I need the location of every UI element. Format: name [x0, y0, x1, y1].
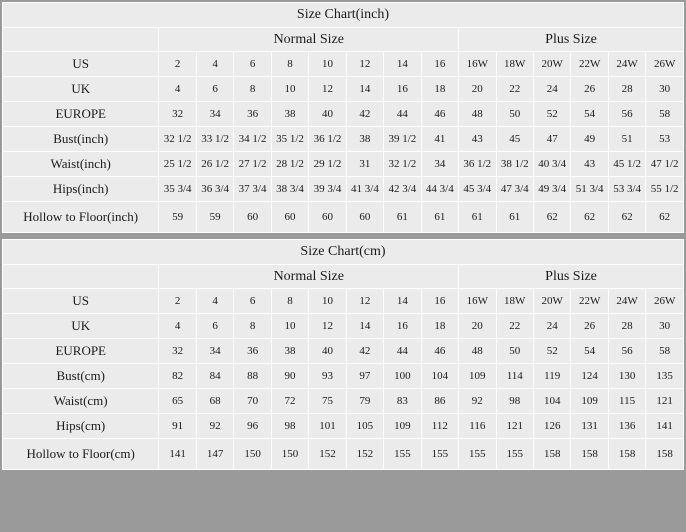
row-label: US — [3, 289, 159, 314]
cell: 56 — [608, 339, 645, 364]
cell: 30 — [646, 314, 684, 339]
cell: 48 — [459, 339, 496, 364]
cell: 109 — [459, 364, 496, 389]
cell: 8 — [271, 289, 308, 314]
cell: 136 — [608, 414, 645, 439]
cell: 45 1/2 — [608, 152, 645, 177]
cell: 38 1/2 — [496, 152, 533, 177]
cell: 109 — [571, 389, 608, 414]
table-row — [3, 414, 684, 439]
cell: 53 — [646, 127, 684, 152]
cell: 112 — [421, 414, 458, 439]
cell: 100 — [384, 364, 421, 389]
cell: 2 — [159, 52, 196, 77]
cell: 38 — [271, 339, 308, 364]
cell: 2 — [159, 289, 196, 314]
table-row — [3, 177, 684, 202]
cell: 52 — [533, 339, 570, 364]
table-group-row — [3, 265, 684, 289]
table-group-row — [3, 28, 684, 52]
cell: 34 — [421, 152, 458, 177]
cell: 18 — [421, 77, 458, 102]
cell: 37 3/4 — [234, 177, 271, 202]
cell: 46 — [421, 102, 458, 127]
cell: 44 — [384, 339, 421, 364]
cell: 155 — [496, 439, 533, 470]
cell: 8 — [234, 314, 271, 339]
cell: 86 — [421, 389, 458, 414]
cell: 53 3/4 — [608, 177, 645, 202]
table-row — [3, 52, 684, 77]
cell: 6 — [234, 52, 271, 77]
row-label: Hips(cm) — [3, 414, 159, 439]
cell: 88 — [234, 364, 271, 389]
cell: 31 — [346, 152, 383, 177]
group-header-normal: Normal Size — [159, 28, 459, 52]
cell: 60 — [271, 202, 308, 233]
size-chart-cm — [2, 239, 684, 470]
group-header-plus: Plus Size — [459, 28, 684, 52]
cell: 20W — [533, 52, 570, 77]
cell: 40 — [309, 102, 346, 127]
cell: 56 — [608, 102, 645, 127]
table-title-row — [3, 3, 684, 28]
cell: 16 — [384, 314, 421, 339]
cell: 48 — [459, 102, 496, 127]
cell: 51 — [608, 127, 645, 152]
cell: 59 — [159, 202, 196, 233]
cell: 155 — [421, 439, 458, 470]
cell: 62 — [533, 202, 570, 233]
cell: 61 — [496, 202, 533, 233]
cell: 152 — [309, 439, 346, 470]
cell: 84 — [196, 364, 233, 389]
cell: 70 — [234, 389, 271, 414]
cell: 135 — [646, 364, 684, 389]
cell: 14 — [384, 289, 421, 314]
cell: 47 1/2 — [646, 152, 684, 177]
cell: 10 — [271, 314, 308, 339]
cell: 82 — [159, 364, 196, 389]
cell: 4 — [196, 52, 233, 77]
cell: 24 — [533, 314, 570, 339]
cell: 45 — [496, 127, 533, 152]
cell: 26W — [646, 52, 684, 77]
cell: 32 1/2 — [384, 152, 421, 177]
cell: 10 — [309, 52, 346, 77]
cell: 152 — [346, 439, 383, 470]
cell: 28 — [608, 77, 645, 102]
cell: 51 3/4 — [571, 177, 608, 202]
cell: 36 3/4 — [196, 177, 233, 202]
cell: 155 — [384, 439, 421, 470]
cell: 54 — [571, 339, 608, 364]
cell: 55 1/2 — [646, 177, 684, 202]
table-row — [3, 289, 684, 314]
table-row — [3, 152, 684, 177]
cell: 158 — [571, 439, 608, 470]
cell: 34 — [196, 102, 233, 127]
row-label: Hips(inch) — [3, 177, 159, 202]
cell: 28 — [608, 314, 645, 339]
cell: 36 — [234, 339, 271, 364]
cell: 34 — [196, 339, 233, 364]
cell: 24W — [608, 289, 645, 314]
row-label: UK — [3, 77, 159, 102]
cell: 116 — [459, 414, 496, 439]
cell: 22W — [571, 52, 608, 77]
cell: 58 — [646, 339, 684, 364]
cell: 141 — [159, 439, 196, 470]
chart-title: Size Chart(cm) — [3, 240, 684, 265]
cell: 12 — [309, 314, 346, 339]
cell: 114 — [496, 364, 533, 389]
cell: 60 — [346, 202, 383, 233]
cell: 26 — [571, 314, 608, 339]
cell: 42 3/4 — [384, 177, 421, 202]
cell: 12 — [346, 289, 383, 314]
cell: 22W — [571, 289, 608, 314]
row-label: Bust(cm) — [3, 364, 159, 389]
cell: 104 — [421, 364, 458, 389]
cell: 20 — [459, 77, 496, 102]
corner-blank-cell — [3, 28, 159, 52]
table-row — [3, 339, 684, 364]
cell: 91 — [159, 414, 196, 439]
cell: 93 — [309, 364, 346, 389]
cell: 101 — [309, 414, 346, 439]
cell: 105 — [346, 414, 383, 439]
cell: 68 — [196, 389, 233, 414]
cell: 41 — [421, 127, 458, 152]
cell: 158 — [533, 439, 570, 470]
cell: 32 — [159, 102, 196, 127]
cell: 150 — [234, 439, 271, 470]
cell: 158 — [608, 439, 645, 470]
cell: 96 — [234, 414, 271, 439]
size-chart-page — [0, 2, 686, 532]
cell: 18W — [496, 52, 533, 77]
cell: 20W — [533, 289, 570, 314]
cell: 38 3/4 — [271, 177, 308, 202]
cell: 14 — [346, 77, 383, 102]
cell: 147 — [196, 439, 233, 470]
row-label: Waist(cm) — [3, 389, 159, 414]
cell: 50 — [496, 102, 533, 127]
cell: 40 3/4 — [533, 152, 570, 177]
cell: 6 — [234, 289, 271, 314]
cell: 24 — [533, 77, 570, 102]
cell: 25 1/2 — [159, 152, 196, 177]
cell: 42 — [346, 339, 383, 364]
cell: 61 — [459, 202, 496, 233]
cell: 83 — [384, 389, 421, 414]
cell: 72 — [271, 389, 308, 414]
table-row — [3, 439, 684, 470]
cell: 47 — [533, 127, 570, 152]
cell: 54 — [571, 102, 608, 127]
cell: 16 — [421, 52, 458, 77]
row-label: Hollow to Floor(inch) — [3, 202, 159, 233]
cell: 43 — [571, 152, 608, 177]
group-header-plus: Plus Size — [459, 265, 684, 289]
group-header-normal: Normal Size — [159, 265, 459, 289]
cell: 39 1/2 — [384, 127, 421, 152]
cell: 6 — [196, 77, 233, 102]
cell: 141 — [646, 414, 684, 439]
cell: 62 — [571, 202, 608, 233]
cell: 59 — [196, 202, 233, 233]
cell: 8 — [234, 77, 271, 102]
cell: 14 — [384, 52, 421, 77]
cell: 16W — [459, 52, 496, 77]
cell: 12 — [309, 77, 346, 102]
cell: 61 — [421, 202, 458, 233]
table-title-row — [3, 240, 684, 265]
cell: 124 — [571, 364, 608, 389]
cell: 35 1/2 — [271, 127, 308, 152]
cell: 27 1/2 — [234, 152, 271, 177]
row-label: Hollow to Floor(cm) — [3, 439, 159, 470]
cell: 65 — [159, 389, 196, 414]
cell: 36 — [234, 102, 271, 127]
cell: 26 1/2 — [196, 152, 233, 177]
table-row — [3, 202, 684, 233]
cell: 36 1/2 — [309, 127, 346, 152]
cell: 18W — [496, 289, 533, 314]
cell: 92 — [196, 414, 233, 439]
cell: 41 3/4 — [346, 177, 383, 202]
cell: 126 — [533, 414, 570, 439]
size-chart-inch — [2, 2, 684, 233]
cell: 42 — [346, 102, 383, 127]
cell: 79 — [346, 389, 383, 414]
cell: 18 — [421, 314, 458, 339]
cell: 44 — [384, 102, 421, 127]
cell: 52 — [533, 102, 570, 127]
row-label: EUROPE — [3, 102, 159, 127]
cell: 49 — [571, 127, 608, 152]
cell: 16 — [384, 77, 421, 102]
cell: 10 — [271, 77, 308, 102]
cell: 32 1/2 — [159, 127, 196, 152]
corner-blank-cell — [3, 265, 159, 289]
cell: 16W — [459, 289, 496, 314]
cell: 40 — [309, 339, 346, 364]
cell: 10 — [309, 289, 346, 314]
table-row — [3, 389, 684, 414]
cell: 36 1/2 — [459, 152, 496, 177]
cell: 24W — [608, 52, 645, 77]
row-label: Bust(inch) — [3, 127, 159, 152]
cell: 47 3/4 — [496, 177, 533, 202]
cell: 158 — [646, 439, 684, 470]
cell: 4 — [196, 289, 233, 314]
cell: 39 3/4 — [309, 177, 346, 202]
cell: 62 — [646, 202, 684, 233]
table-row — [3, 77, 684, 102]
cell: 104 — [533, 389, 570, 414]
cell: 97 — [346, 364, 383, 389]
cell: 26 — [571, 77, 608, 102]
cell: 61 — [384, 202, 421, 233]
cell: 12 — [346, 52, 383, 77]
cell: 34 1/2 — [234, 127, 271, 152]
cell: 58 — [646, 102, 684, 127]
table-row — [3, 314, 684, 339]
table-row — [3, 364, 684, 389]
cell: 119 — [533, 364, 570, 389]
cell: 44 3/4 — [421, 177, 458, 202]
cell: 20 — [459, 314, 496, 339]
cell: 98 — [496, 389, 533, 414]
cell: 43 — [459, 127, 496, 152]
cell: 22 — [496, 77, 533, 102]
cell: 60 — [309, 202, 346, 233]
cell: 4 — [159, 77, 196, 102]
cell: 16 — [421, 289, 458, 314]
row-label: UK — [3, 314, 159, 339]
cell: 109 — [384, 414, 421, 439]
cell: 30 — [646, 77, 684, 102]
cell: 50 — [496, 339, 533, 364]
cell: 121 — [496, 414, 533, 439]
cell: 22 — [496, 314, 533, 339]
cell: 98 — [271, 414, 308, 439]
cell: 38 — [346, 127, 383, 152]
cell: 14 — [346, 314, 383, 339]
cell: 121 — [646, 389, 684, 414]
cell: 45 3/4 — [459, 177, 496, 202]
cell: 8 — [271, 52, 308, 77]
cell: 60 — [234, 202, 271, 233]
cell: 49 3/4 — [533, 177, 570, 202]
cell: 29 1/2 — [309, 152, 346, 177]
cell: 46 — [421, 339, 458, 364]
cell: 150 — [271, 439, 308, 470]
chart-title: Size Chart(inch) — [3, 3, 684, 28]
cell: 28 1/2 — [271, 152, 308, 177]
cell: 130 — [608, 364, 645, 389]
cell: 131 — [571, 414, 608, 439]
row-label: Waist(inch) — [3, 152, 159, 177]
cell: 92 — [459, 389, 496, 414]
size-chart-table-inch — [2, 2, 684, 233]
table-row — [3, 102, 684, 127]
cell: 38 — [271, 102, 308, 127]
size-chart-table-cm — [2, 239, 684, 470]
cell: 90 — [271, 364, 308, 389]
cell: 26W — [646, 289, 684, 314]
cell: 155 — [459, 439, 496, 470]
cell: 6 — [196, 314, 233, 339]
row-label: EUROPE — [3, 339, 159, 364]
cell: 35 3/4 — [159, 177, 196, 202]
cell: 62 — [608, 202, 645, 233]
table-row — [3, 127, 684, 152]
cell: 32 — [159, 339, 196, 364]
row-label: US — [3, 52, 159, 77]
cell: 33 1/2 — [196, 127, 233, 152]
cell: 115 — [608, 389, 645, 414]
cell: 4 — [159, 314, 196, 339]
cell: 75 — [309, 389, 346, 414]
